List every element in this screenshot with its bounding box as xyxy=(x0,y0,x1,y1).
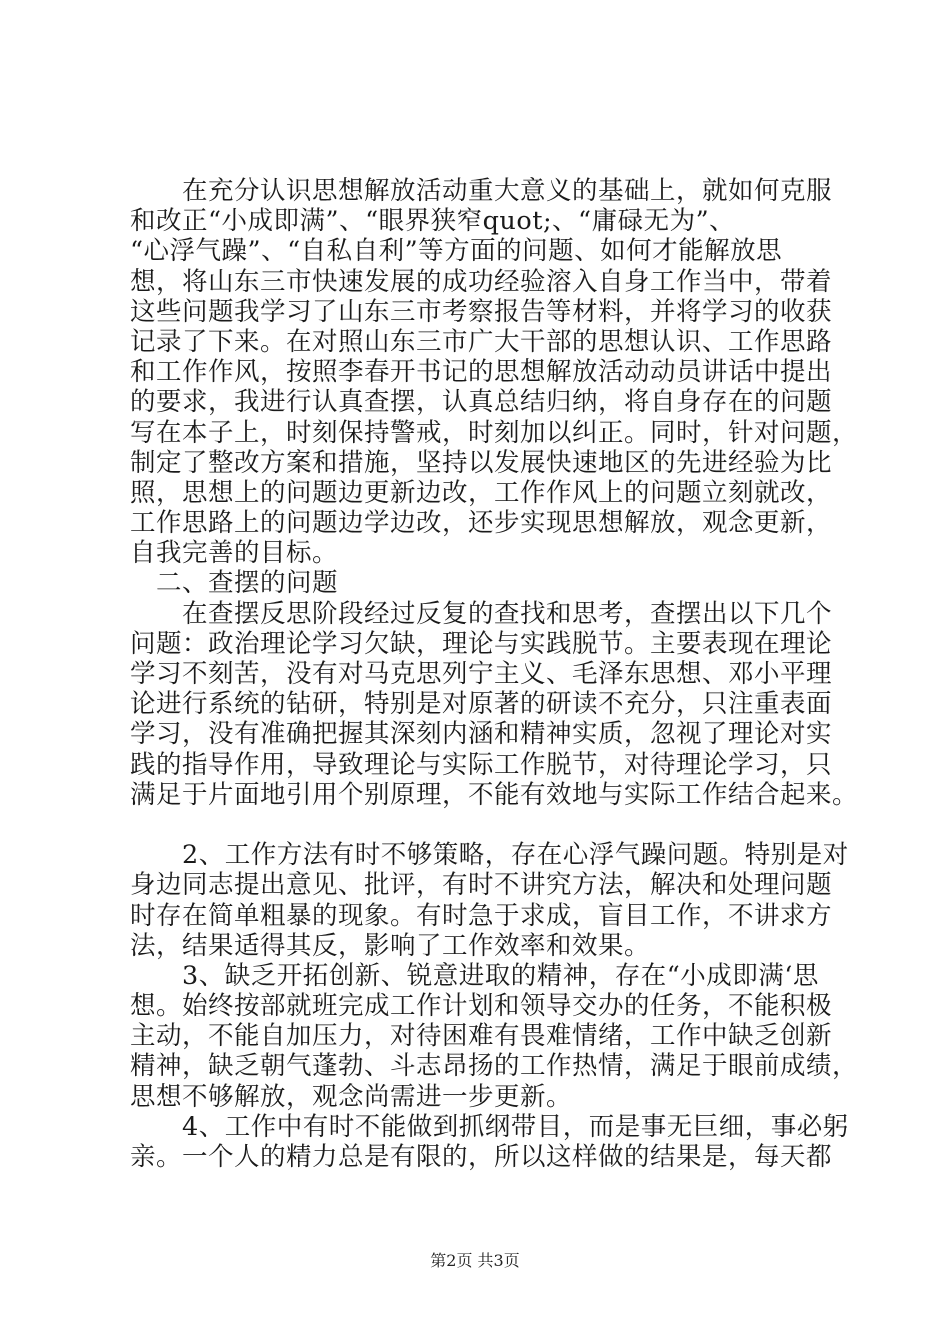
text-line: 照，思想上的问题边更新边改，工作作风上的问题立刻就改， xyxy=(130,477,833,508)
text-line: 主动，不能自加压力，对待困难有畏难情绪，工作中缺乏创新 xyxy=(130,1021,833,1052)
text-line: 想，将山东三市快速发展的成功经验溶入自身工作当中，带着 xyxy=(130,266,833,297)
text-line: 亲。一个人的精力总是有限的，所以这样做的结果是，每天都 xyxy=(130,1142,833,1172)
text-line: 记录了下来。在对照山东三市广大干部的思想认识、工作思路 xyxy=(130,326,833,357)
text-line: 这些问题我学习了山东三市考察报告等材料，并将学习的收获 xyxy=(130,296,833,327)
paragraph-item-2 xyxy=(130,840,850,961)
text-line: 法，结果适得其反，影响了工作效率和效果。 xyxy=(130,930,651,961)
section-heading: 二、查摆的问题 xyxy=(156,568,339,599)
text-line: “心浮气躁”、“自私自利”等方面的问题、如何才能解放思 xyxy=(130,236,783,267)
document-body xyxy=(130,176,859,1172)
text-line: 精神，缺乏朝气蓬勃、斗志昂扬的工作热情，满足于眼前成绩， xyxy=(130,1051,859,1082)
text-line: 论进行系统的钻研，特别是对原著的研读不充分，只注重表面 xyxy=(130,689,833,720)
text-line: 写在本子上，时刻保持警戒，时刻加以纠正。同时，针对问题， xyxy=(130,417,859,448)
paragraph-intro xyxy=(130,176,859,569)
text-line: 3、缺乏开拓创新、锐意进取的精神，存在“小成即满‘思 xyxy=(182,960,819,991)
paragraph-item-3 xyxy=(130,960,859,1112)
text-line: 学习，没有准确把握其深刻内涵和精神实质，忽视了理论对实 xyxy=(130,719,833,750)
text-line: 学习不刻苦，没有对马克思列宁主义、毛泽东思想、邓小平理 xyxy=(130,659,833,689)
paragraph-problems xyxy=(130,598,859,810)
text-line: 制定了整改方案和措施，坚持以发展快速地区的先进经验为比 xyxy=(130,447,833,478)
page-footer: 第2页 共3页 xyxy=(430,1251,520,1270)
text-line: 在查摆反思阶段经过反复的查找和思考，查摆出以下几个 xyxy=(182,598,833,629)
blank-line xyxy=(130,810,850,840)
text-line: 践的指导作用，导致理论与实际工作脱节，对待理论学习，只 xyxy=(130,749,833,780)
text-line: 自我完善的目标。 xyxy=(130,538,339,569)
text-line: 2、工作方法有时不够策略，存在心浮气躁问题。特别是对 xyxy=(182,840,849,871)
text-line: 满足于片面地引用个别原理，不能有效地与实际工作结合起来。 xyxy=(130,779,859,810)
text-line: 身边同志提出意见、批评，有时不讲究方法，解决和处理问题 xyxy=(130,870,833,901)
text-line: 工作思路上的问题边学边改，还步实现思想解放，观念更新， xyxy=(130,508,833,539)
text-line: 4、工作中有时不能做到抓纲带目，而是事无巨细，事必躬 xyxy=(182,1111,849,1142)
text-line: 想。始终按部就班完成工作计划和领导交办的任务，不能积极 xyxy=(130,991,833,1022)
text-line: 的要求，我进行认真查摆，认真总结归纳，将自身存在的问题 xyxy=(130,387,833,418)
text-line: 和改正“小成即满”、“眼界狭窄quot;、“庸碌无为”、 xyxy=(130,206,736,237)
text-line: 在充分认识思想解放活动重大意义的基础上，就如何克服 xyxy=(182,176,833,206)
text-line: 思想不够解放，观念尚需进一步更新。 xyxy=(130,1081,573,1112)
text-line: 时存在简单粗暴的现象。有时急于求成，盲目工作，不讲求方 xyxy=(130,900,833,931)
text-line: 和工作作风，按照李春开书记的思想解放活动动员讲话中提出 xyxy=(130,357,833,388)
paragraph-item-4 xyxy=(130,1112,850,1172)
text-line: 问题：政治理论学习欠缺，理论与实践脱节。主要表现在理论 xyxy=(130,628,833,659)
